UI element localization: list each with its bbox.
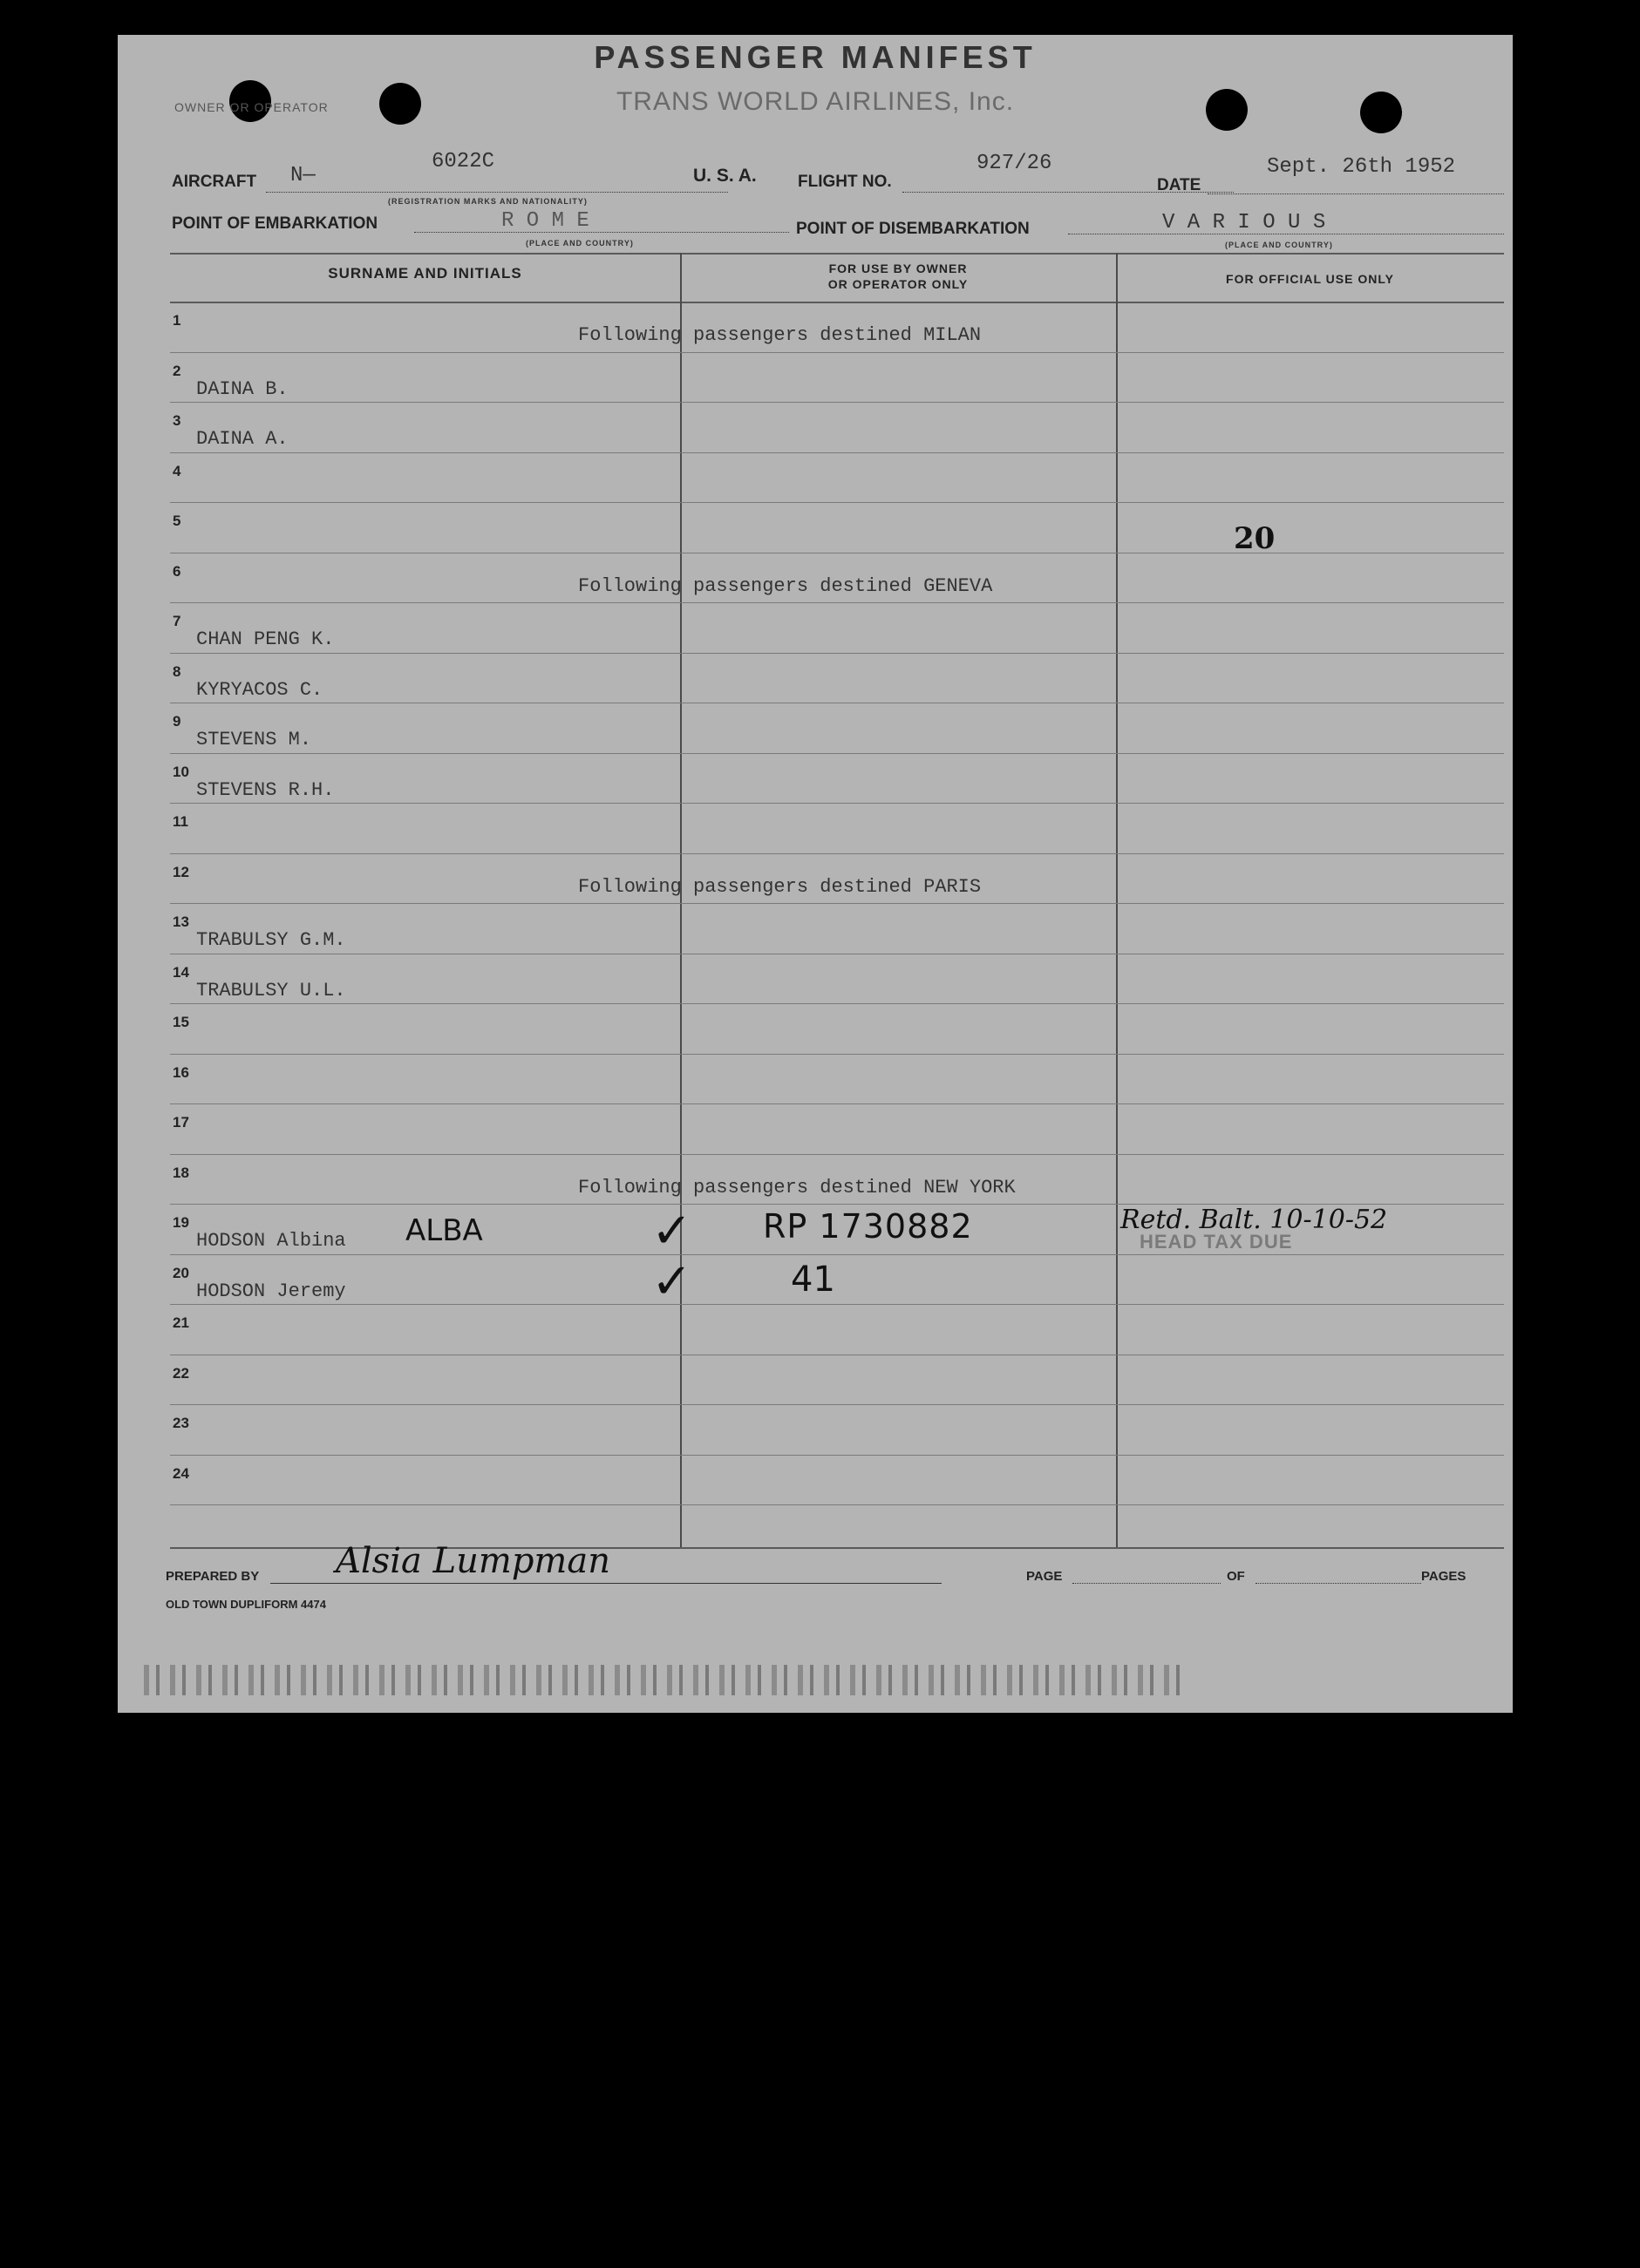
row-rule: [170, 1054, 1504, 1055]
scan-artifact: [144, 1665, 1190, 1695]
of-label: OF: [1227, 1569, 1245, 1584]
row-number: 8: [173, 662, 181, 680]
handwritten-41: 41: [791, 1260, 835, 1300]
disembark-note: (PLACE AND COUNTRY): [1225, 241, 1333, 249]
manifest-sheet: [118, 35, 1513, 1713]
column-header-owner-1: FOR USE BY OWNER: [828, 261, 968, 275]
company-name: TRANS WORLD AIRLINES, Inc.: [616, 87, 1015, 116]
row-rule: [170, 1455, 1504, 1456]
passenger-name: STEVENS R.H.: [196, 778, 335, 801]
row-number: 9: [173, 713, 181, 730]
table-top-rule: [170, 253, 1504, 255]
disembark-value: V A R I O U S: [1162, 211, 1326, 234]
row-rule: [170, 452, 1504, 453]
row-rule: [170, 1154, 1504, 1155]
row-rule: [170, 853, 1504, 854]
row-number: 22: [173, 1364, 189, 1382]
row-number: 4: [173, 462, 181, 479]
disembark-label: POINT OF DISEMBARKATION: [796, 220, 1030, 238]
column-header-official: FOR OFFICIAL USE ONLY: [1226, 272, 1394, 286]
embark-label: POINT OF EMBARKATION: [172, 214, 378, 233]
row-number: 23: [173, 1415, 189, 1431]
row-number: 21: [173, 1314, 189, 1331]
row-number: 3: [173, 412, 181, 429]
row-number: 6: [173, 562, 181, 580]
column-header-surname: SURNAME AND INITIALS: [328, 265, 522, 282]
row-rule: [170, 1254, 1504, 1255]
row-rule: [170, 1404, 1504, 1405]
row-rule: [170, 502, 1504, 503]
row-rule: [170, 352, 1504, 353]
destination-note: Following passengers destined GENEVA: [578, 574, 993, 597]
row-number: 13: [173, 913, 189, 930]
passenger-name: HODSON Jeremy: [196, 1280, 346, 1302]
head-tax-stamp: HEAD TAX DUE: [1140, 1231, 1293, 1253]
row-number: 16: [173, 1063, 189, 1081]
pages-label: PAGES: [1421, 1569, 1466, 1584]
row-rule: [170, 602, 1504, 603]
embark-note: (PLACE AND COUNTRY): [526, 239, 634, 248]
passenger-name: TRABULSY U.L.: [196, 979, 346, 1002]
embark-value: R O M E: [501, 209, 589, 233]
row-number: 11: [173, 813, 188, 830]
aircraft-prefix: N—: [290, 164, 316, 187]
row-number: 19: [173, 1214, 189, 1231]
row-number: 20: [173, 1264, 189, 1281]
signature: Alsia Lumpman: [336, 1541, 610, 1581]
passenger-name: KYRYACOS C.: [196, 678, 323, 701]
owner-label: OWNER OR OPERATOR: [174, 100, 329, 114]
row-rule: [170, 402, 1504, 403]
row-number: 15: [173, 1014, 189, 1030]
handwritten-official-note: Retd. Balt. 10-10-52: [1120, 1205, 1388, 1235]
row-rule: [170, 903, 1504, 904]
flight-value: 927/26: [977, 152, 1052, 175]
prepared-label: PREPARED BY: [166, 1569, 260, 1584]
registration-note: (REGISTRATION MARKS AND NATIONALITY): [388, 197, 588, 206]
manifest-title: PASSENGER MANIFEST: [594, 39, 1037, 75]
passenger-name: DAINA B.: [196, 377, 289, 400]
flight-label: FLIGHT NO.: [798, 173, 892, 191]
form-id: OLD TOWN DUPLIFORM 4474: [166, 1598, 326, 1611]
aircraft-label: AIRCRAFT: [172, 173, 257, 191]
row-number: 18: [173, 1164, 189, 1181]
row-rule: [170, 653, 1504, 654]
destination-note: Following passengers destined PARIS: [578, 875, 982, 898]
row-number: 24: [173, 1464, 189, 1482]
row-number: 2: [173, 362, 181, 379]
row-rule: [170, 1103, 1504, 1104]
page-label: PAGE: [1026, 1569, 1063, 1584]
header-bottom-rule: [170, 302, 1504, 303]
destination-note: Following passengers destined NEW YORK: [578, 1176, 1016, 1199]
passenger-name: STEVENS M.: [196, 729, 312, 750]
row-rule: [170, 803, 1504, 804]
row-number: 12: [173, 863, 189, 880]
row-number: 17: [173, 1114, 189, 1131]
column-divider: [680, 253, 682, 1547]
aircraft-value: 6022C: [432, 150, 495, 173]
handwritten-alba: ALBA: [405, 1213, 483, 1248]
date-label: DATE: [1157, 176, 1201, 194]
check-mark: ✓: [651, 1253, 692, 1310]
check-mark: ✓: [651, 1203, 692, 1260]
row-rule: [170, 1504, 1504, 1505]
column-header-owner-2: OR OPERATOR ONLY: [827, 277, 969, 291]
official-number: 20: [1234, 521, 1276, 556]
passenger-name: HODSON Albina: [196, 1230, 346, 1252]
passenger-name: DAINA A.: [196, 428, 289, 450]
handwritten-rp-number: RP 1730882: [763, 1207, 973, 1246]
row-number: 5: [173, 513, 181, 529]
row-number: 7: [173, 613, 181, 629]
passenger-name: CHAN PENG K.: [196, 628, 335, 650]
row-number: 1: [173, 312, 181, 329]
row-number: 10: [173, 763, 189, 780]
column-divider: [1116, 253, 1118, 1547]
nationality: U. S. A.: [693, 166, 757, 186]
passenger-name: TRABULSY G.M.: [196, 929, 346, 951]
row-number: 14: [173, 963, 189, 981]
row-rule: [170, 1003, 1504, 1004]
row-rule: [170, 753, 1504, 754]
date-value: Sept. 26th 1952: [1267, 155, 1456, 179]
row-rule: [170, 1304, 1504, 1305]
destination-note: Following passengers destined MILAN: [578, 324, 982, 346]
